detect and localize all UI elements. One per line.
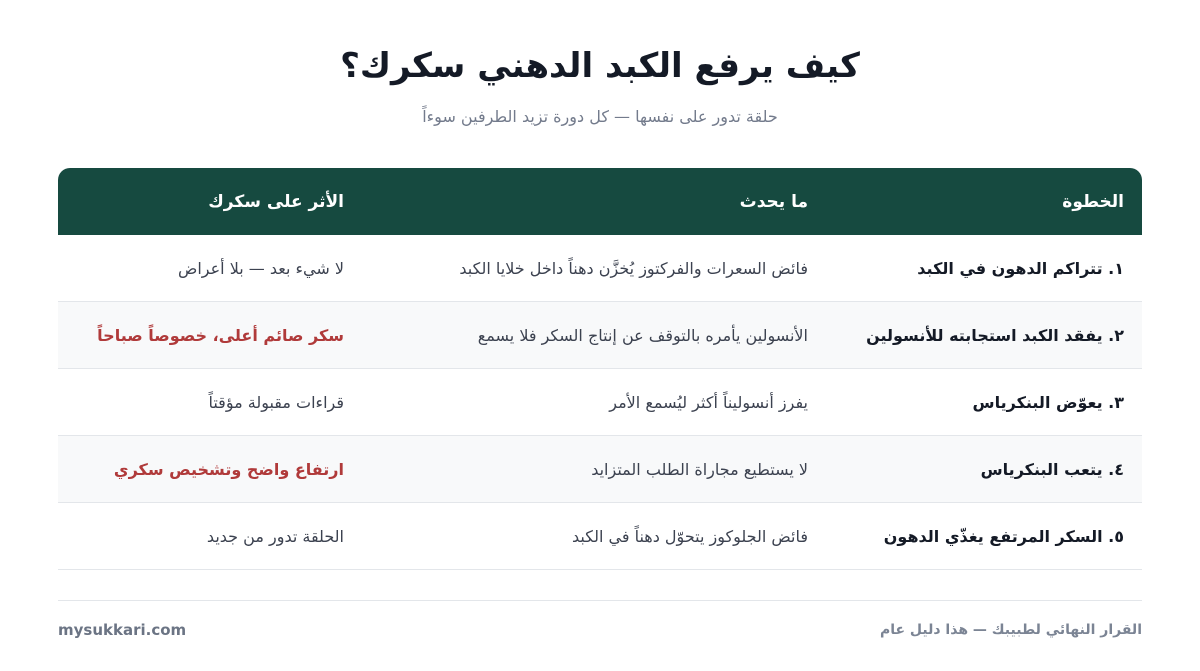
row-what: الأنسولين يأمره بالتوقف عن إنتاج السكر فلا يسمع — [477, 325, 808, 345]
table-row — [58, 235, 1142, 302]
row-effect-alert: ارتفاع واضح وتشخيص سكري — [113, 459, 344, 479]
table-row — [58, 436, 1142, 503]
header-step: الخطوة — [1062, 191, 1124, 212]
page-title: كيف يرفع الكبد الدهني سكرك؟ — [340, 46, 860, 86]
row-step: ٥. السكر المرتفع يغذّي الدهون — [883, 526, 1124, 546]
row-step: ١. تتراكم الدهون في الكبد — [917, 258, 1124, 278]
row-step: ٤. يتعب البنكرياس — [980, 459, 1124, 479]
footer-divider — [58, 600, 1142, 601]
footer-disclaimer: القرار النهائي لطبيبك — هذا دليل عام — [879, 622, 1142, 638]
table-header — [58, 168, 1142, 235]
row-what: فائض السعرات والفركتوز يُخزَّن دهناً داخل خلايا الكبد — [459, 258, 808, 278]
row-effect: لا شيء بعد — بلا أعراض — [178, 258, 344, 278]
row-what: فائض الجلوكوز يتحوّل دهناً في الكبد — [572, 526, 808, 546]
row-step: ٣. يعوّض البنكرياس — [972, 392, 1124, 412]
table-row — [58, 369, 1142, 436]
footer-site-link[interactable]: mysukkari.com — [58, 621, 187, 639]
cycle-table — [58, 168, 1142, 570]
row-effect: الحلقة تدور من جديد — [206, 526, 344, 546]
row-effect: قراءات مقبولة مؤقتاً — [208, 392, 344, 412]
header-what: ما يحدث — [739, 191, 808, 212]
row-step: ٢. يفقد الكبد استجابته للأنسولين — [866, 325, 1124, 345]
header-effect: الأثر على سكرك — [208, 191, 344, 212]
table-row — [58, 503, 1142, 570]
table-row — [58, 302, 1142, 369]
row-effect-alert: سكر صائم أعلى، خصوصاً صباحاً — [97, 325, 344, 345]
page-subtitle: حلقة تدور على نفسها — كل دورة تزيد الطرفين سوءاً — [422, 107, 778, 126]
row-what: لا يستطيع مجاراة الطلب المتزايد — [591, 459, 808, 479]
row-what: يفرز أنسوليناً أكثر ليُسمع الأمر — [609, 392, 808, 412]
